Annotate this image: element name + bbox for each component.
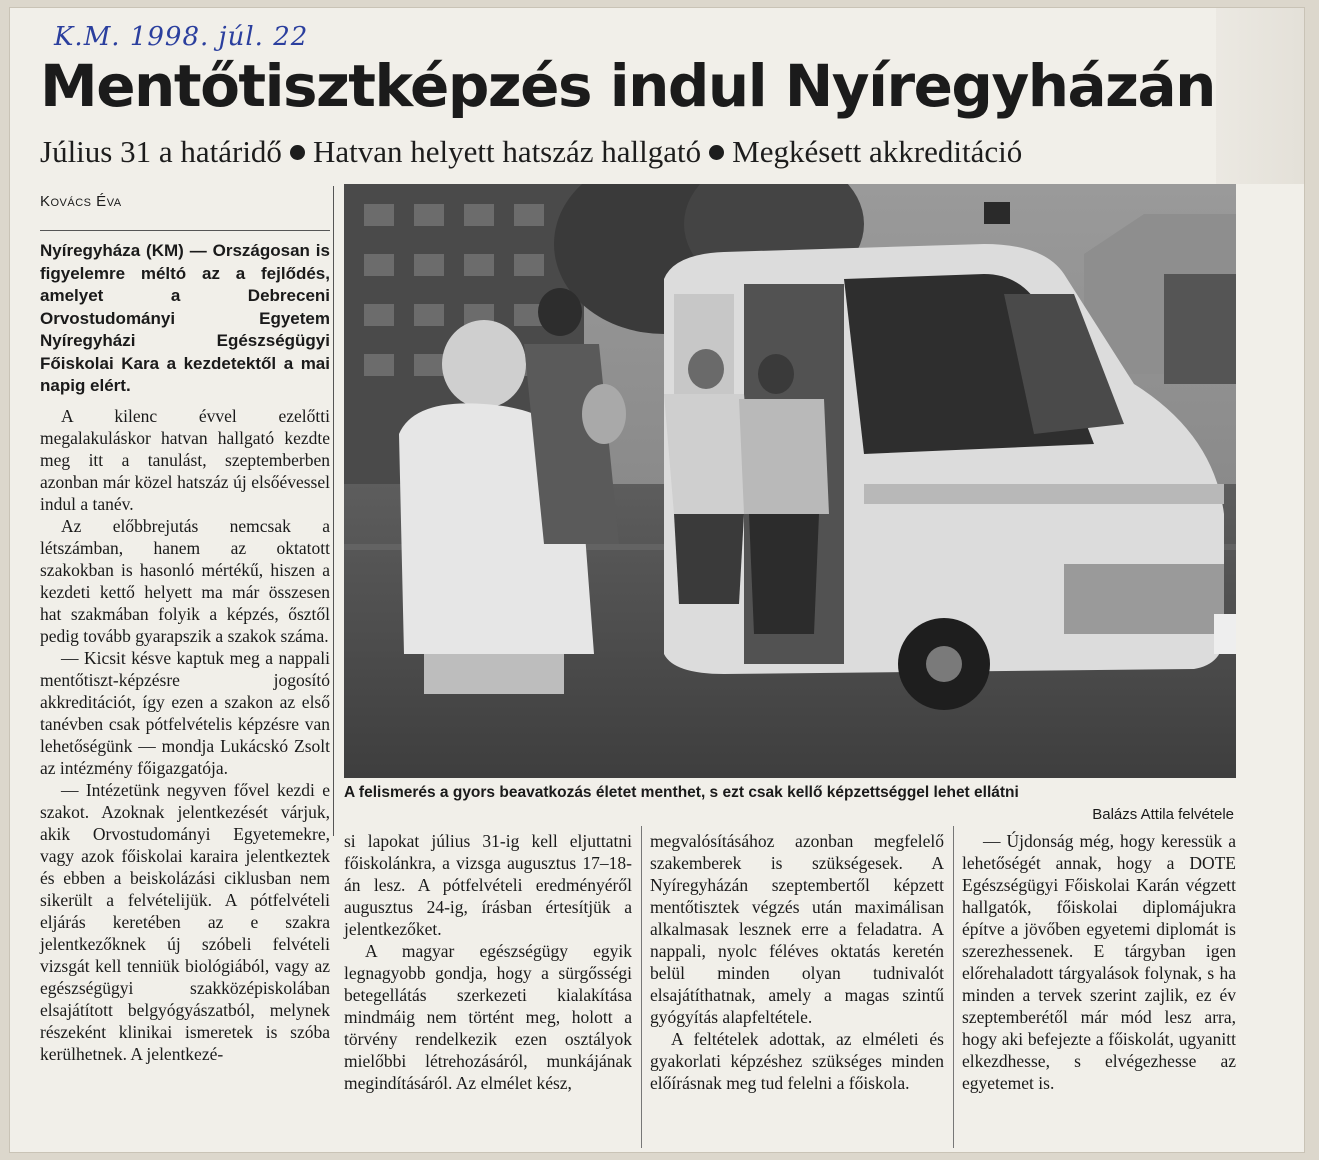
photo-illustration	[344, 184, 1236, 778]
subhead-part-3: Megkésett akkreditáció	[732, 134, 1023, 169]
photo-credit: Balázs Attila felvétele	[1092, 806, 1234, 823]
newspaper-clipping	[10, 8, 1304, 1152]
subheadline	[40, 134, 1300, 170]
paragraph: si lapokat július 31-ig kell eljuttatni főiskolánkra, a vizsga augusztus 17–18-án lesz. A pótfelvételi eredményéről augusztus 24-ig, írásban értesítjük a jelentkezőket.	[344, 831, 632, 939]
lead-paragraph: Nyíregyháza (KM) — Országosan is figyelemre méltó az a fejlődés, amelyet a Debreceni Orvostudományi Egyetem Nyíregyházi Egészségügyi Főiskolai Kara a kezdetektől a mai napig elért.	[40, 241, 330, 395]
article-column-3	[650, 830, 944, 1094]
paragraph: A magyar egészségügy egyik legnagyobb gondja, hogy a sürgősségi betegellátás szerkezeti kialakítása mindmáig nem történt meg, holott a törvény rendelkezik ezen osztályok mielőbbi létrehozásáról, munkájának megindításáról. Az elmélet kész,	[344, 941, 632, 1093]
paragraph: A feltételek adottak, az elméleti és gyakorlati képzéshez szükséges minden előírásnak meg tud felelni a főiskola.	[650, 1029, 944, 1093]
bullet-icon	[709, 145, 724, 160]
headline: Mentőtisztképzés indul Nyíregyházán	[40, 52, 1215, 120]
paragraph: — Intézetünk negyven fővel kezdi e szakot. Azoknak jelentkezését várjuk, akik Orvostudományi Egyetemekre, vagy azok főiskolai karaira jelentkeztek és ebben a beiskolázási ciklusban nem sikerült a felvételijük. A pótfelvételi eljárás keretében az e szakra jelentkezőknek új szóbeli felvételi vizsgát kell tenniük biológiából, vagy az egészségügyi szakközépiskolában elsajátított belgyógyászatból, melynek részeként klinikai ismeretek is szóba kerülhetnek. A jelentkezé-	[40, 780, 330, 1064]
column-divider	[333, 186, 334, 836]
paragraph: — Újdonság még, hogy keressük a lehetőségét annak, hogy a DOTE Egészségügyi Főiskolai Karán végzett hallgatók, főiskolai diplomájukra építve a jövőben egyetemi diplomát is szerezhessenek. E tárgyban igen előrehaladott tárgyalások folynak, s ha minden a tervek szerint zajlik, ez év szeptemberétől már mód lesz arra, hogy aki befejezte a főiskolát, ugyanitt elkezdhesse, s elvégezhesse az egyetemet is.	[962, 831, 1236, 1093]
column-divider	[641, 826, 642, 1148]
ambulance-photo	[344, 184, 1236, 778]
bullet-icon	[290, 145, 305, 160]
paragraph: Az előbbrejutás nemcsak a létszámban, hanem az oktatott szakokban is hasonló mértékű, hiszen a kezdeti kettő helyett ma már összesen hat szakmában folyik a képzés, ősztől pedig tovább gyarapszik a szakok száma.	[40, 516, 330, 646]
byline-divider	[40, 230, 330, 231]
byline	[40, 193, 122, 210]
article-column-4	[962, 830, 1236, 1094]
article-column-2	[344, 830, 632, 1094]
handwritten-date-note: K.M. 1998. júl. 22	[54, 22, 309, 52]
article-column-1	[40, 405, 330, 1065]
subhead-part-1: Július 31 a határidő	[40, 134, 282, 169]
paragraph: megvalósításához azonban megfelelő szakemberek is szükségesek. A Nyíregyházán szeptembertől képzett mentőtisztek végzés után maximálisan alkalmasak lesznek erre a feladatra. A nappali, nyolc féléves oktatás keretén belül minden olyan tudnivalót elsajátíthatnak, amely a magas szintű gyógyítás alapfeltétele.	[650, 831, 944, 1027]
column-divider	[953, 826, 954, 1148]
paragraph: A kilenc évvel ezelőtti megalakuláskor hatvan hallgató kezdte meg itt a tanulást, szeptemberben azonban már közel hatszáz új elsőévessel indul a tanév.	[40, 406, 330, 514]
paragraph: — Kicsit késve kaptuk meg a nappali mentőtiszt-képzésre jogosító akkreditációt, így ezen a szakon az első tanévben csak pótfelvételis képzésre van lehetőségünk — mondja Lukácskó Zsolt az intézmény főigazgatója.	[40, 648, 330, 778]
subhead-part-2: Hatvan helyett hatszáz hallgató	[312, 134, 702, 169]
photo-caption: A felismerés a gyors beavatkozás életet menthet, s ezt csak kellő képzettséggel lehet ellátni	[344, 784, 1019, 801]
author: Kovács Éva	[40, 193, 122, 210]
